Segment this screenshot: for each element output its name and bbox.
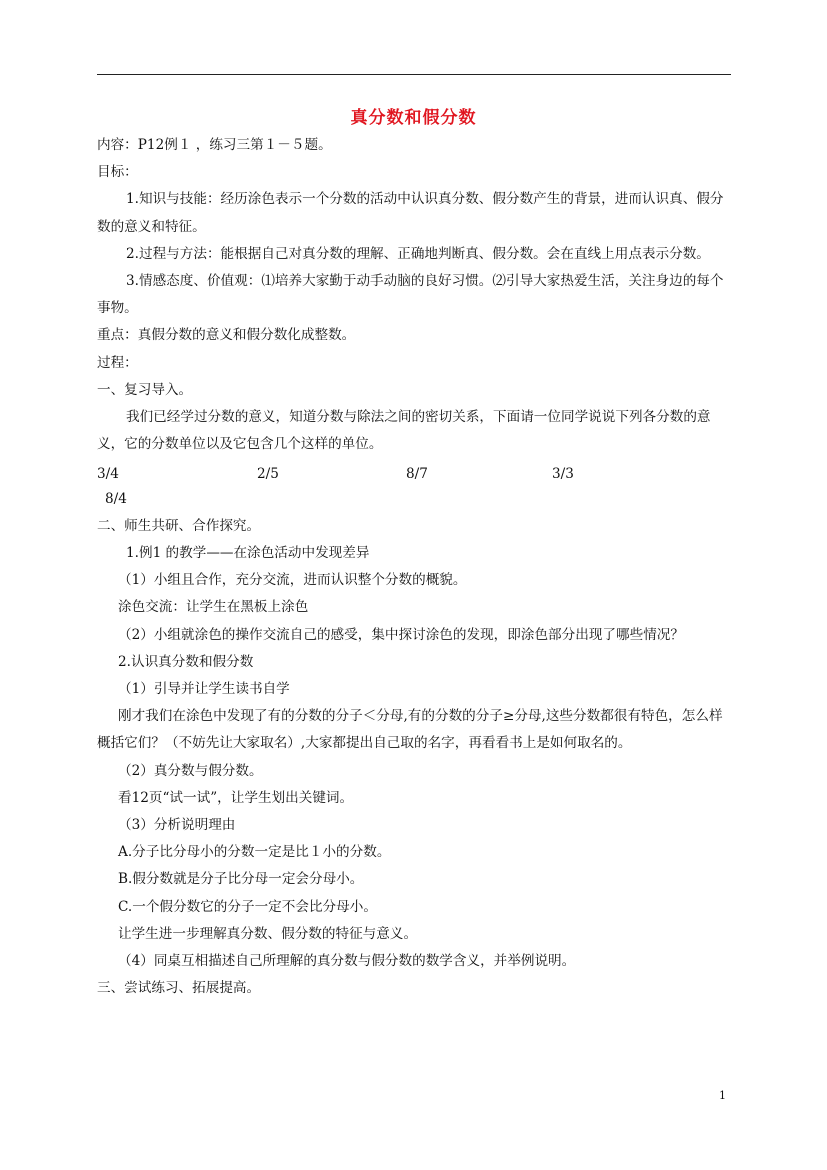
statement-a: A.分子比分母小的分数一定是比１小的分数。 (118, 844, 391, 861)
example2-heading: 2.认识真分数和假分数 (118, 653, 254, 670)
page-title: 真分数和假分数 (350, 108, 477, 128)
example2-step2-text: 看12页“试一试”，让学生划出关键词。 (118, 789, 354, 806)
example2-step3: （3）分析说明理由 (118, 817, 236, 834)
process-label: 过程： (97, 354, 138, 371)
fraction-item: 3/3 (552, 466, 574, 483)
key-points: 重点：真假分数的意义和假分数化成整数。 (97, 327, 356, 344)
fraction-list (97, 458, 731, 485)
fraction-item: 3/4 (97, 466, 119, 483)
fraction-item: 8/7 (406, 466, 428, 483)
fraction-item: 2/5 (257, 466, 279, 483)
example2-step4: （4）同桌互相描述自己所理解的真分数与假分数的数学含义，并举例说明。 (118, 953, 576, 970)
header-rule (97, 74, 731, 75)
example1-step1: （1）小组且合作，充分交流，进而认识整个分数的概貌。 (118, 572, 467, 589)
statement-c: C.一个假分数它的分子一定不会比分母小。 (118, 898, 377, 915)
page-number: 1 (719, 1089, 726, 1102)
section-explore-heading: 二、师生共研、合作探究。 (97, 517, 261, 534)
section-review-heading: 一、复习导入。 (97, 381, 193, 398)
section-practice-heading: 三、尝试练习、拓展提高。 (97, 980, 261, 997)
example2-step1: （1）引导并让学生读书自学 (118, 681, 290, 698)
goal-process: 2.过程与方法：能根据自己对真分数的理解、正确地判断真、假分数。会在直线上用点表示分数。 (126, 245, 710, 262)
goal-knowledge: 1.知识与技能：经历涂色表示一个分数的活动中认识真分数、假分数产生的背景，进而认识真、假分数的意义和特征。 (97, 191, 724, 235)
example1-heading: 1.例1 的教学——在涂色活动中发现差异 (126, 545, 370, 562)
fraction-item: 8/4 (105, 490, 127, 507)
goals-label: 目标： (97, 164, 138, 181)
review-paragraph: 我们已经学过分数的意义，知道分数与除法之间的密切关系，下面请一位同学说说下列各分数的意义，它的分数单位以及它包含几个这样的单位。 (97, 409, 711, 453)
example1-step2: （2）小组就涂色的操作交流自己的感受，集中探讨涂色的发现，即涂色部分出现了哪些情况？ (118, 626, 684, 643)
example2-paragraph: 刚才我们在涂色中发现了有的分数的分子＜分母,有的分数的分子≥分母,这些分数都很有特色，怎么样概括它们？（不妨先让大家取名）,大家都提出自己取的名字，再看看书上是如何取名的。 (97, 708, 723, 752)
goal-attitude: 3.情感态度、价值观：⑴培养大家勤于动手动脑的良好习惯。⑵引导大家热爱生活，关注身边的每个事物。 (97, 273, 724, 317)
example1-coloring: 涂色交流：让学生在黑板上涂色 (118, 599, 309, 616)
statement-b: B.假分数就是分子比分母一定会分母小。 (118, 871, 364, 888)
example2-step3-text: 让学生进一步理解真分数、假分数的特征与意义。 (118, 925, 418, 942)
document-body (97, 132, 731, 1002)
content-line: 内容：P12例１ ，练习三第１－５题。 (97, 137, 332, 153)
example2-step2: （2）真分数与假分数。 (118, 762, 263, 779)
